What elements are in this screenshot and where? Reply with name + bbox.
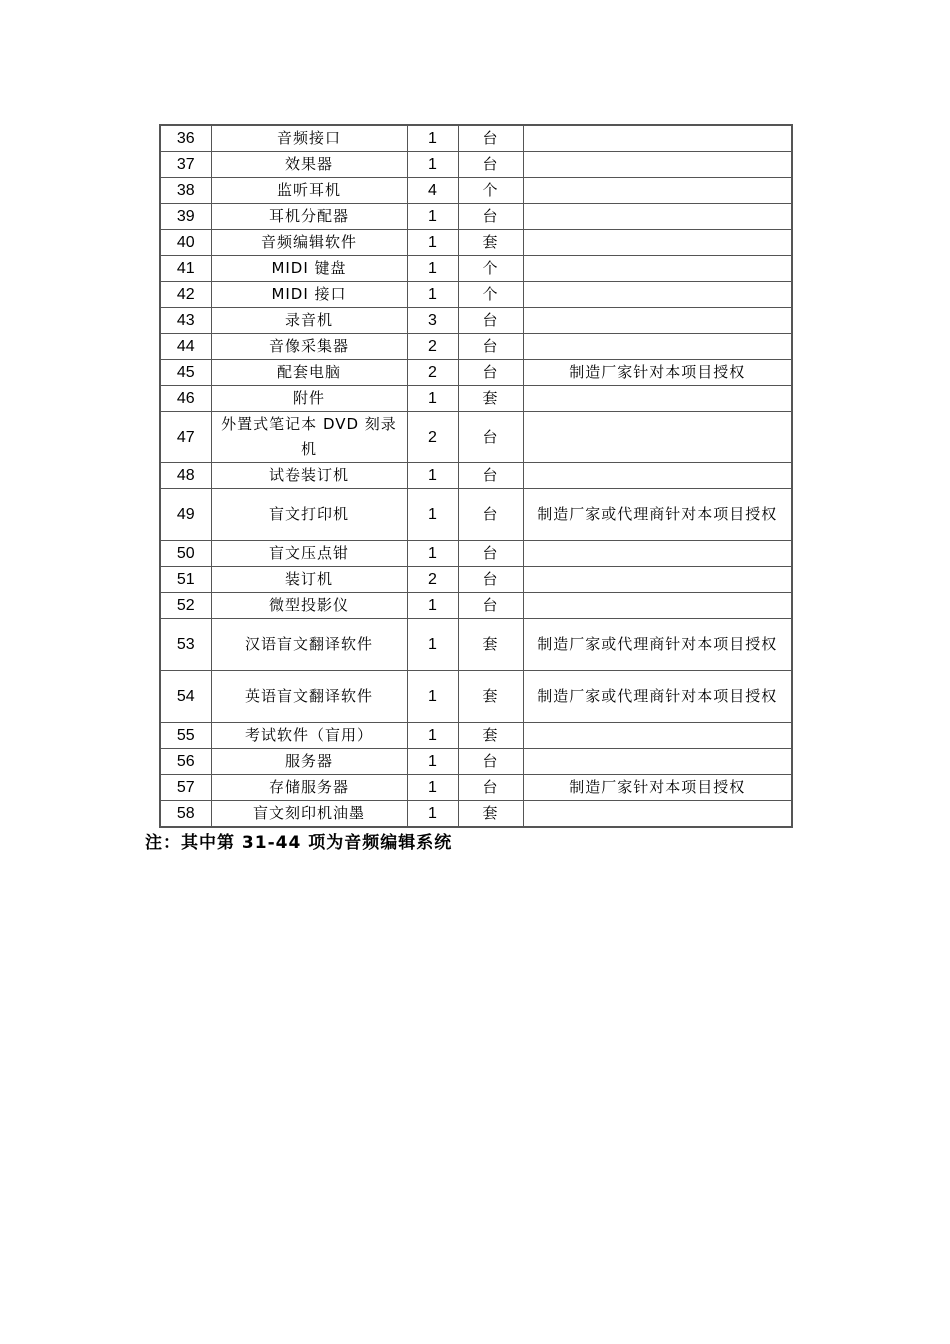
item-name-cell: 微型投影仪 (211, 593, 407, 619)
item-name-cell: 英语盲文翻译软件 (211, 671, 407, 723)
item-remark-cell (523, 801, 792, 828)
item-quantity-cell: 1 (407, 152, 458, 178)
table-row (160, 256, 792, 282)
item-number-cell: 45 (160, 360, 211, 386)
item-number-cell: 52 (160, 593, 211, 619)
item-remark-cell (523, 178, 792, 204)
item-name-cell: 录音机 (211, 308, 407, 334)
item-name-cell: 监听耳机 (211, 178, 407, 204)
item-remark-cell (523, 152, 792, 178)
table-row (160, 593, 792, 619)
item-number-cell: 56 (160, 749, 211, 775)
item-unit-cell: 套 (458, 386, 523, 412)
item-remark-cell (523, 749, 792, 775)
item-quantity-cell: 1 (407, 386, 458, 412)
item-number-cell: 57 (160, 775, 211, 801)
table-row (160, 308, 792, 334)
item-remark-cell: 制造厂家或代理商针对本项目授权 (523, 671, 792, 723)
table-row (160, 567, 792, 593)
table-row (160, 360, 792, 386)
item-unit-cell: 套 (458, 230, 523, 256)
item-unit-cell: 台 (458, 308, 523, 334)
item-number-cell: 40 (160, 230, 211, 256)
item-number-cell: 53 (160, 619, 211, 671)
item-quantity-cell: 2 (407, 334, 458, 360)
item-quantity-cell: 2 (407, 412, 458, 463)
item-name-cell: 存储服务器 (211, 775, 407, 801)
item-name-cell: 音像采集器 (211, 334, 407, 360)
item-unit-cell: 台 (458, 412, 523, 463)
item-unit-cell: 台 (458, 152, 523, 178)
item-unit-cell: 台 (458, 593, 523, 619)
item-unit-cell: 套 (458, 801, 523, 828)
item-number-cell: 48 (160, 463, 211, 489)
item-quantity-cell: 1 (407, 125, 458, 152)
item-number-cell: 41 (160, 256, 211, 282)
item-remark-cell (523, 593, 792, 619)
item-quantity-cell: 3 (407, 308, 458, 334)
item-number-cell: 44 (160, 334, 211, 360)
item-name-cell: 盲文打印机 (211, 489, 407, 541)
item-quantity-cell: 1 (407, 204, 458, 230)
item-number-cell: 42 (160, 282, 211, 308)
item-name-cell: 音频编辑软件 (211, 230, 407, 256)
item-quantity-cell: 1 (407, 489, 458, 541)
item-unit-cell: 台 (458, 749, 523, 775)
item-name-cell: 附件 (211, 386, 407, 412)
item-quantity-cell: 2 (407, 360, 458, 386)
item-remark-cell: 制造厂家或代理商针对本项目授权 (523, 619, 792, 671)
table-row (160, 204, 792, 230)
table-row (160, 230, 792, 256)
item-unit-cell: 台 (458, 489, 523, 541)
item-number-cell: 50 (160, 541, 211, 567)
item-remark-cell (523, 334, 792, 360)
item-name-cell: 汉语盲文翻译软件 (211, 619, 407, 671)
item-remark-cell: 制造厂家针对本项目授权 (523, 360, 792, 386)
item-unit-cell: 台 (458, 360, 523, 386)
item-remark-cell (523, 308, 792, 334)
item-unit-cell: 台 (458, 567, 523, 593)
item-unit-cell: 台 (458, 463, 523, 489)
item-number-cell: 36 (160, 125, 211, 152)
item-name-cell: 服务器 (211, 749, 407, 775)
item-remark-cell (523, 723, 792, 749)
item-quantity-cell: 1 (407, 723, 458, 749)
item-name-cell: 试卷装订机 (211, 463, 407, 489)
item-quantity-cell: 1 (407, 282, 458, 308)
table-row (160, 671, 792, 723)
item-name-cell: 考试软件（盲用） (211, 723, 407, 749)
item-unit-cell: 台 (458, 204, 523, 230)
item-unit-cell: 个 (458, 178, 523, 204)
table-row (160, 125, 792, 152)
table-row (160, 386, 792, 412)
item-number-cell: 43 (160, 308, 211, 334)
table-row (160, 334, 792, 360)
item-unit-cell: 台 (458, 775, 523, 801)
item-remark-cell: 制造厂家针对本项目授权 (523, 775, 792, 801)
item-number-cell: 54 (160, 671, 211, 723)
equipment-table-body (160, 125, 792, 827)
item-remark-cell (523, 386, 792, 412)
item-name-cell: 耳机分配器 (211, 204, 407, 230)
item-remark-cell (523, 282, 792, 308)
table-row (160, 412, 792, 463)
item-remark-cell (523, 256, 792, 282)
table-row (160, 282, 792, 308)
item-quantity-cell: 1 (407, 749, 458, 775)
item-name-cell: MIDI 键盘 (211, 256, 407, 282)
table-row (160, 489, 792, 541)
item-unit-cell: 台 (458, 334, 523, 360)
equipment-table (159, 124, 793, 828)
item-number-cell: 55 (160, 723, 211, 749)
item-number-cell: 37 (160, 152, 211, 178)
table-row (160, 152, 792, 178)
item-name-cell: 盲文压点钳 (211, 541, 407, 567)
item-unit-cell: 套 (458, 619, 523, 671)
item-remark-cell (523, 463, 792, 489)
item-number-cell: 38 (160, 178, 211, 204)
item-quantity-cell: 1 (407, 593, 458, 619)
item-number-cell: 46 (160, 386, 211, 412)
item-quantity-cell: 1 (407, 775, 458, 801)
item-quantity-cell: 1 (407, 230, 458, 256)
item-unit-cell: 台 (458, 541, 523, 567)
item-name-cell: 盲文刻印机油墨 (211, 801, 407, 828)
item-quantity-cell: 1 (407, 801, 458, 828)
item-remark-cell (523, 230, 792, 256)
item-quantity-cell: 1 (407, 256, 458, 282)
item-unit-cell: 套 (458, 723, 523, 749)
item-quantity-cell: 1 (407, 463, 458, 489)
item-remark-cell: 制造厂家或代理商针对本项目授权 (523, 489, 792, 541)
table-row (160, 775, 792, 801)
table-note: 注：其中第 31-44 项为音频编辑系统 (145, 833, 453, 853)
item-unit-cell: 个 (458, 282, 523, 308)
table-row (160, 749, 792, 775)
item-name-cell: 配套电脑 (211, 360, 407, 386)
table-row (160, 178, 792, 204)
item-name-cell: 装订机 (211, 567, 407, 593)
item-name-cell: 音频接口 (211, 125, 407, 152)
item-unit-cell: 套 (458, 671, 523, 723)
table-row (160, 463, 792, 489)
table-row (160, 619, 792, 671)
table-row (160, 723, 792, 749)
item-quantity-cell: 1 (407, 619, 458, 671)
item-number-cell: 58 (160, 801, 211, 828)
item-remark-cell (523, 125, 792, 152)
item-quantity-cell: 1 (407, 541, 458, 567)
item-number-cell: 39 (160, 204, 211, 230)
item-name-cell: 效果器 (211, 152, 407, 178)
item-unit-cell: 台 (458, 125, 523, 152)
item-number-cell: 49 (160, 489, 211, 541)
table-row (160, 541, 792, 567)
item-unit-cell: 个 (458, 256, 523, 282)
item-quantity-cell: 2 (407, 567, 458, 593)
item-quantity-cell: 4 (407, 178, 458, 204)
item-name-cell: MIDI 接口 (211, 282, 407, 308)
item-remark-cell (523, 541, 792, 567)
item-remark-cell (523, 412, 792, 463)
item-remark-cell (523, 204, 792, 230)
item-number-cell: 51 (160, 567, 211, 593)
table-row (160, 801, 792, 828)
item-remark-cell (523, 567, 792, 593)
item-name-cell: 外置式笔记本 DVD 刻录机 (211, 412, 407, 463)
item-number-cell: 47 (160, 412, 211, 463)
item-quantity-cell: 1 (407, 671, 458, 723)
